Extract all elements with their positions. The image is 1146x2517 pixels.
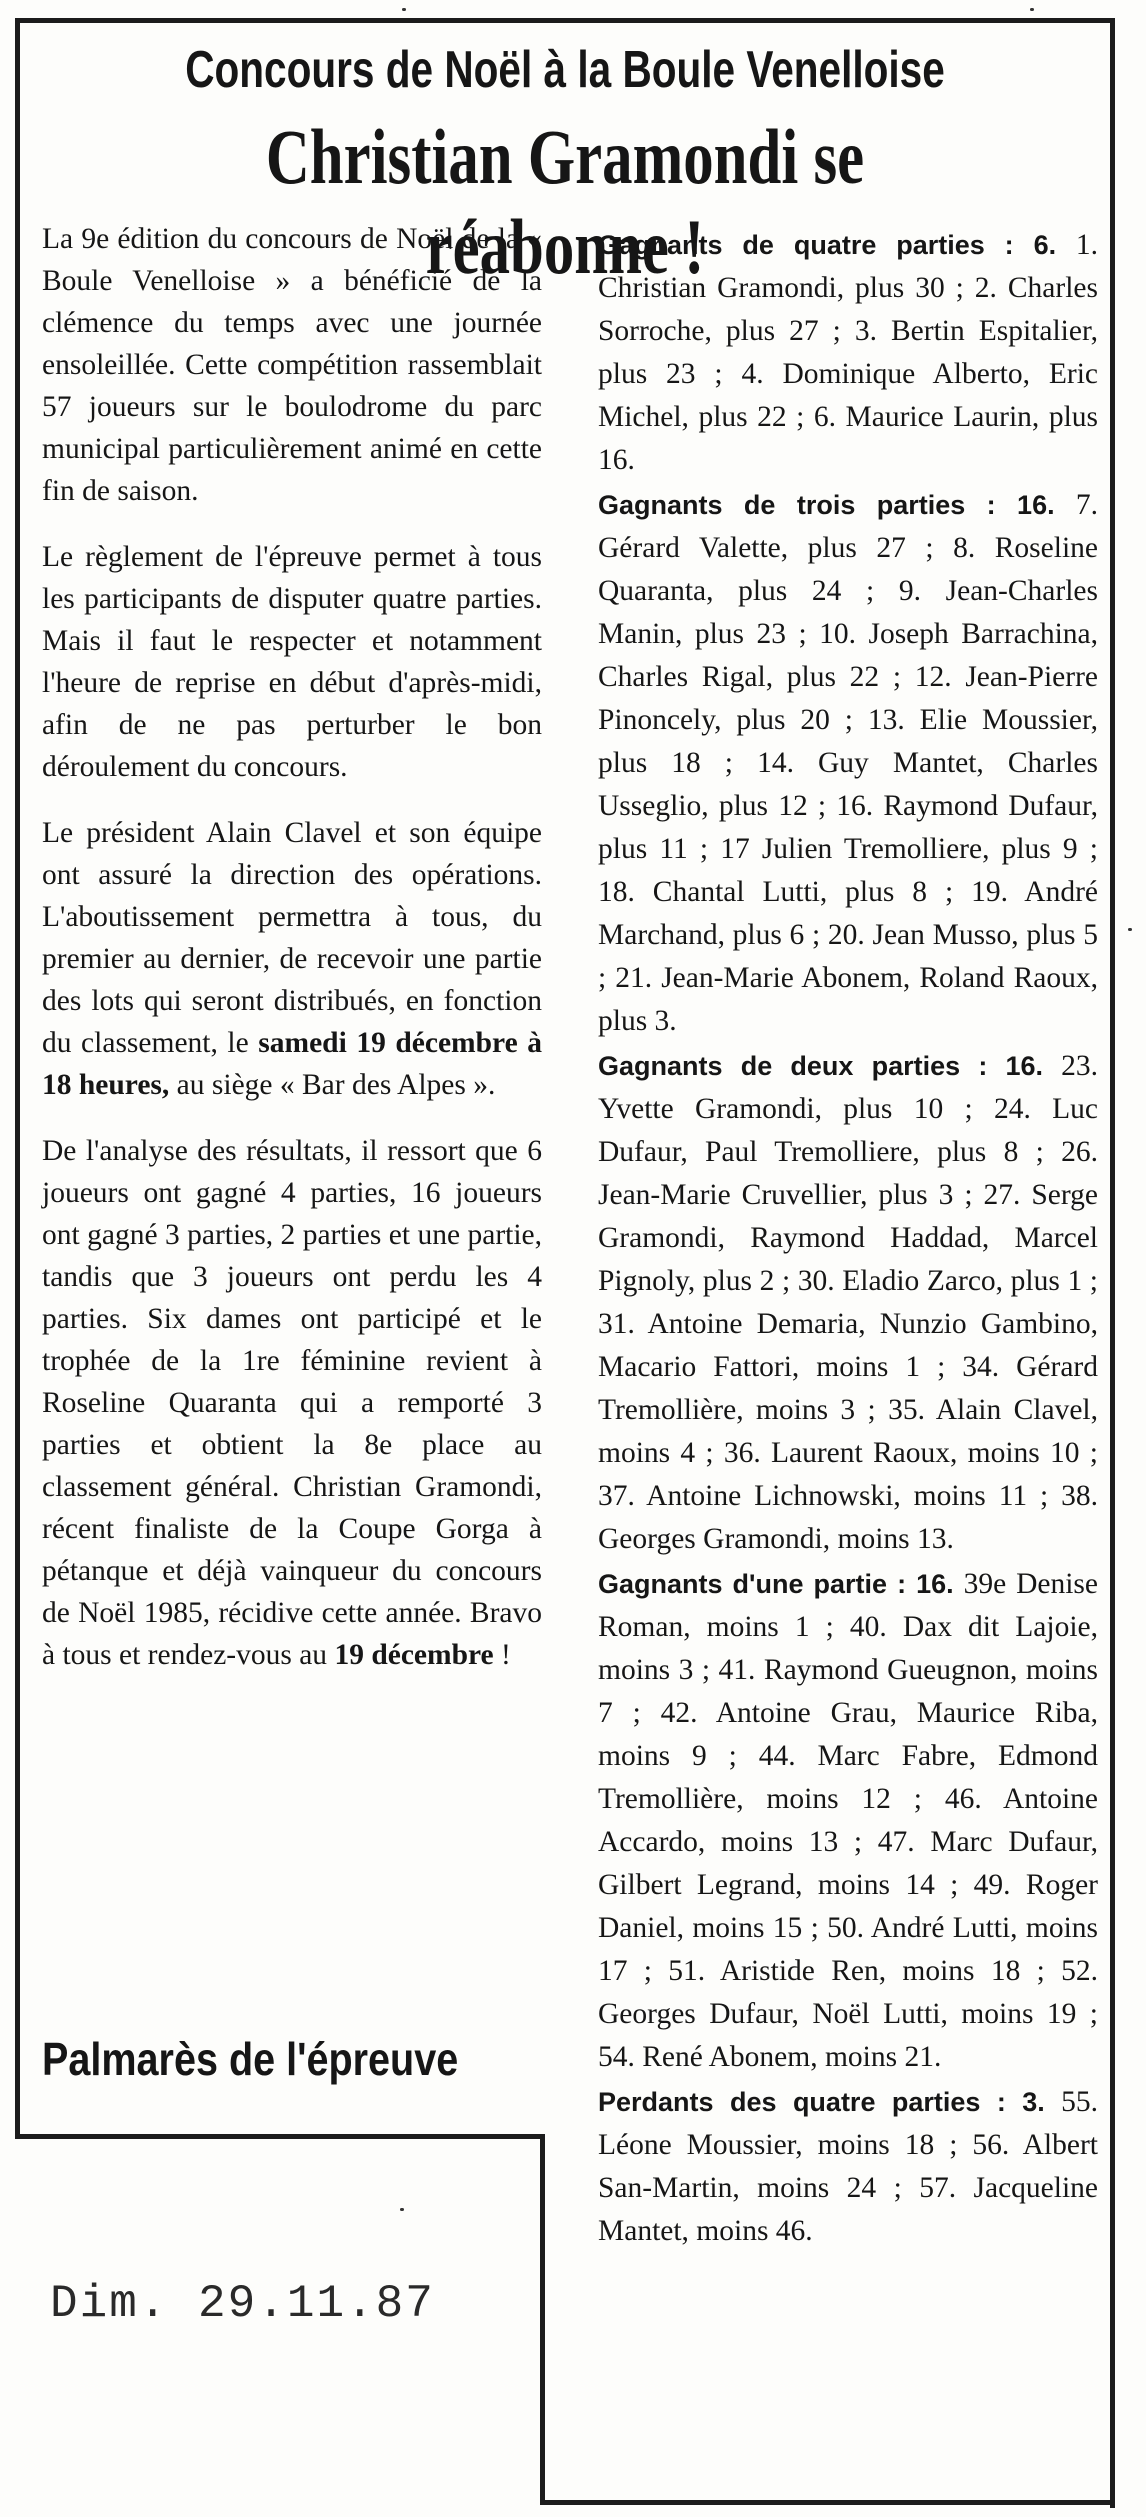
results-group-text: 23. Yvette Gramondi, plus 10 ; 24. Luc Dufaur, Paul Tremolliere, plus 8 ; 26. Jean-Marie Cruvellier, plus 3 ; 27. Serge Gramondi, Raymond Haddad, Marcel Pignoly, plus 2 ; 30. Eladio Zarco, plus 1 ; 31. Antoine Demaria, Nunzio Gambino, Macario Fattori, moins 1 ; 34. Gérard Tremollière, moins 3 ; 35. Alain Clavel, moins 4 ; 36. Laurent Raoux, moins 10 ; 37. Antoine Lichnowski, moins 11 ; 38. Georges Gramondi, moins 13. — [598, 1050, 1098, 1555]
results-group-text: 39e Denise Roman, moins 1 ; 40. Dax dit Lajoie, moins 3 ; 41. Raymond Gueugnon, moins 7 ; 42. Antoine Grau, Maurice Riba, moins 9 ; 44. Marc Fabre, Edmond Tremollière, moins 12 ; 46. Antoine Accardo, moins 13 ; 47. Marc Dufaur, Gilbert Legrand, moins 14 ; 49. Roger Daniel, moins 15 ; 50. André Lutti, moins 17 ; 51. Aristide Ren, moins 18 ; 52. Georges Dufaur, Noël Lutti, moins 19 ; 54. René Abonem, moins 21. — [598, 1568, 1098, 2073]
body-paragraph — [42, 1130, 542, 1676]
results-column — [598, 224, 1098, 2255]
article-body-column — [42, 218, 542, 1696]
paragraph-text: ! — [493, 1639, 511, 1671]
results-group-heading: Gagnants d'une partie : 16. — [598, 1569, 954, 1599]
clipping-border-left — [15, 18, 20, 2138]
results-group — [598, 1045, 1098, 1561]
print-speck — [400, 2208, 404, 2211]
results-group-heading: Gagnants de quatre parties : 6. — [598, 230, 1057, 260]
results-group — [598, 1563, 1098, 2079]
results-group — [598, 484, 1098, 1043]
results-group-heading: Perdants des quatre parties : 3. — [598, 2087, 1045, 2117]
body-paragraph: La 9e édition du concours de Noël de la « Boule Venelloise » a bénéficié de la clémence du temps avec une journée ensoleillée. Cette compétition rassemblait 57 joueurs sur le boulodrome du parc municipal particulièrement animé en cette fin de saison. — [42, 223, 542, 507]
results-group — [598, 2081, 1098, 2253]
results-group-text: 7. Gérard Valette, plus 27 ; 8. Roseline Quaranta, plus 24 ; 9. Jean-Charles Manin, plus 23 ; 10. Joseph Barrachina, Charles Rigal, plus 22 ; 12. Jean-Pierre Pinoncely, plus 20 ; 13. Elie Moussier, plus 18 ; 14. Guy Mantet, Charles Usseglio, plus 12 ; 16. Raymond Dufaur, plus 11 ; 17 Julien Tremolliere, plus 9 ; 18. Chantal Lutti, plus 8 ; 19. André Marchand, plus 6 ; 20. Jean Musso, plus 5 ; 21. Jean-Marie Abonem, Roland Raoux, plus 3. — [598, 489, 1098, 1037]
date-emphasis: 19 décembre — [334, 1639, 494, 1671]
paragraph-text: Le président Alain Clavel et son équipe ont assuré la direction des opérations. L'aboutissement permettra à tous, du premier au dernier, de recevoir une partie des lots qui seront distribués, en fonction du classement, le — [42, 817, 542, 1059]
paragraph-text: De l'analyse des résultats, il ressort que 6 joueurs ont gagné 4 parties, 16 joueurs ont gagné 3 parties, 2 parties et une partie, tandis que 3 joueurs ont perdu les 4 parties. Six dames ont participé et le trophée de la 1re féminine revient à Roseline Quaranta qui a remporté 3 parties et obtient la 8e place au classement général. Christian Gramondi, récent finaliste de la Coupe Gorga à pétanque et déjà vainqueur du concours de Noël 1985, récidive cette année. Bravo à tous et rendez-vous au — [42, 1135, 542, 1671]
article-kicker: Concours de Noël à la Boule Venelloise — [185, 41, 945, 99]
article-headline: Christian Gramondi se réabonne ! — [265, 113, 865, 290]
results-group-text: 55. Léone Moussier, moins 18 ; 56. Albert San-Martin, moins 24 ; 57. Jacqueline Mantet, moins 46. — [598, 2086, 1099, 2247]
clipping-border-top — [15, 18, 1115, 23]
print-speck — [402, 8, 406, 11]
results-group — [598, 224, 1098, 482]
results-group-text: 1. Christian Gramondi, plus 30 ; 2. Charles Sorroche, plus 27 ; 3. Bertin Espitalier, plus 23 ; 4. Dominique Alberto, Eric Michel, plus 22 ; 6. Maurice Laurin, plus 16. — [598, 229, 1098, 476]
results-group-heading: Gagnants de trois parties : 16. — [598, 490, 1055, 520]
body-paragraph — [42, 812, 542, 1106]
print-speck — [1030, 8, 1034, 11]
clipping-border-right — [1110, 18, 1115, 2508]
palmares-heading: Palmarès de l'épreuve — [42, 2033, 459, 2085]
prize-date-emphasis: samedi 19 décembre à 18 heures, — [42, 1027, 543, 1101]
print-speck — [1128, 928, 1132, 931]
paragraph-text: au siège « Bar des Alpes ». — [169, 1069, 496, 1101]
clipping-border-bottom-left — [15, 2134, 545, 2139]
date-stamp: Dim. 29.11.87 — [50, 2278, 435, 2330]
clipping-border-step — [540, 2134, 545, 2504]
results-group-heading: Gagnants de deux parties : 16. — [598, 1051, 1044, 1081]
body-paragraph: Le règlement de l'épreuve permet à tous les participants de disputer quatre parties. Mais il faut le respecter et notamment l'heure de reprise en début d'après-midi, afin de ne pas perturber le bon déroulement du concours. — [42, 541, 542, 783]
clipping-border-bottom-right — [540, 2500, 1115, 2505]
